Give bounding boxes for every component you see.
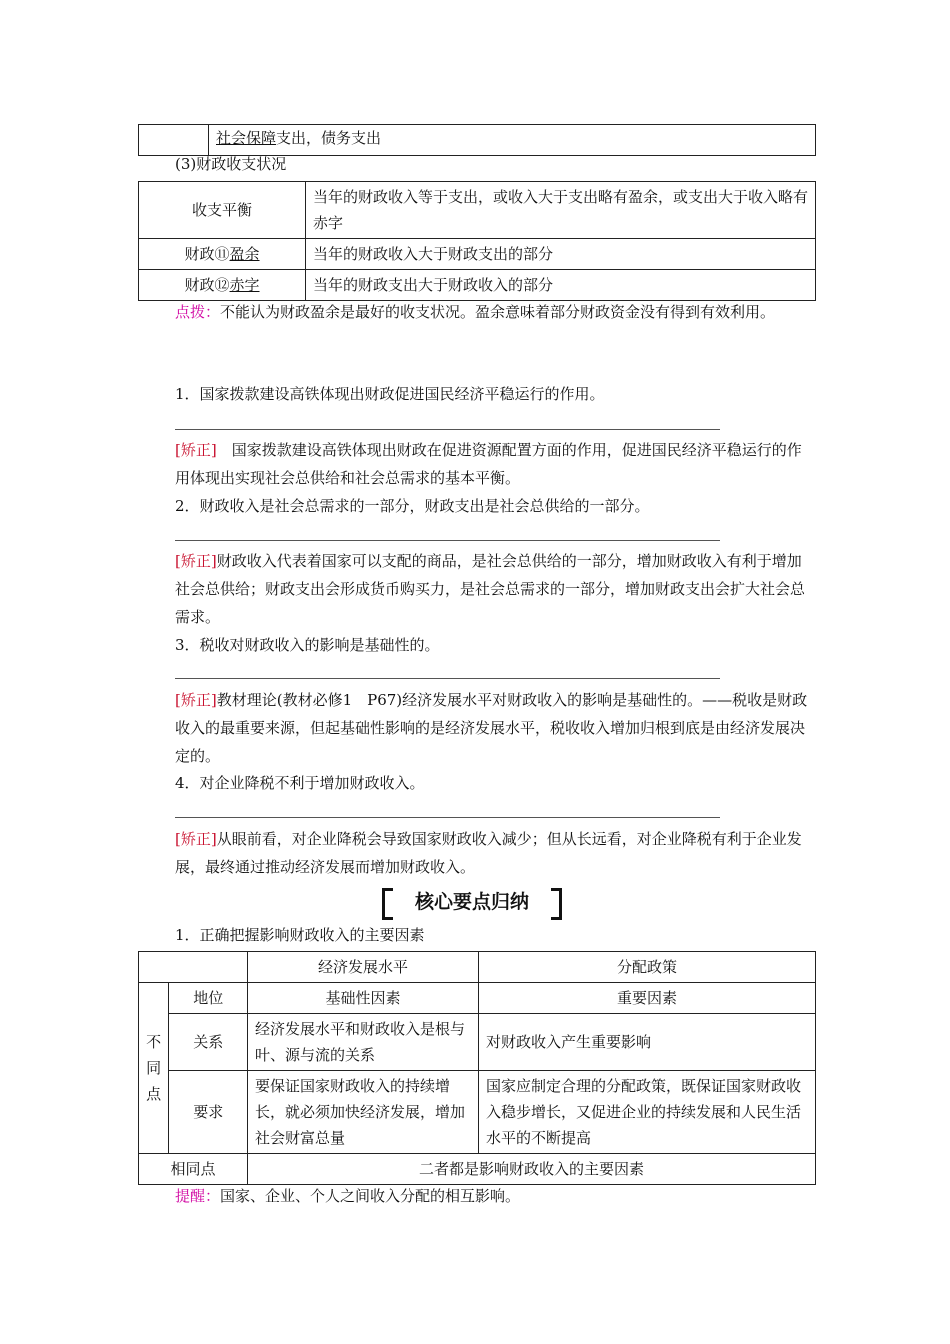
deficit-underlined: 赤字: [229, 276, 260, 294]
factor-table: [138, 951, 816, 1185]
col-economic: 经济发展水平: [248, 952, 479, 983]
requirement-distribution: 国家应制定合理的分配政策，既保证国家财政收入稳步增长，又促进企业的持续发展和人民生活水平的不断提高: [479, 1071, 816, 1154]
deficit-label: [139, 270, 306, 301]
group-label-cell: [139, 983, 169, 1154]
question-2: 2．财政收入是社会总需求的一部分，财政支出是社会总供给的一部分。: [175, 497, 650, 515]
correction-1: [138, 436, 816, 492]
social-security-cell: [209, 125, 816, 156]
surplus-underlined: 盈余: [229, 245, 260, 263]
row-label-relation: 关系: [169, 1014, 248, 1071]
factor-heading: 1．正确把握影响财政收入的主要因素: [175, 926, 425, 944]
balance-label: 收支平衡: [139, 182, 306, 239]
social-security-rest: 支出，债务支出: [276, 129, 382, 147]
right-bracket-icon: [551, 888, 562, 920]
correction-tag-2: [矫正]: [175, 552, 217, 570]
correction-4: [138, 825, 816, 881]
row-label-requirement: 要求: [169, 1071, 248, 1154]
answer-line-4: [175, 817, 720, 818]
row-label-status: 地位: [169, 983, 248, 1014]
left-bracket-icon: [382, 888, 393, 920]
deficit-prefix: 财政⑫: [184, 276, 230, 294]
reminder-text: 国家、企业、个人之间收入分配的相互影响。: [220, 1187, 521, 1205]
correction-2: [138, 547, 816, 631]
correction-text-4: 从眼前看，对企业降税会导致国家财政收入减少；但从长远看，对企业降税有利于企业发展，最终通过推动经济发展而增加财政收入。: [175, 830, 802, 876]
correction-tag-4: [矫正]: [175, 830, 217, 848]
deficit-desc: 当年的财政支出大于财政收入的部分: [306, 270, 816, 301]
reminder-label: 提醒：: [175, 1187, 221, 1205]
question-1: 1．国家拨款建设高铁体现出财政促进国民经济平稳运行的作用。: [175, 385, 605, 403]
surplus-desc: 当年的财政收入大于财政支出的部分: [306, 239, 816, 270]
surplus-label: [139, 239, 306, 270]
reminder: [175, 1183, 520, 1209]
answer-line-2: [175, 540, 720, 541]
factor-corner: [139, 952, 248, 983]
social-security-underlined: 社会保障: [216, 129, 277, 147]
correction-tag-3: [矫正]: [175, 691, 217, 709]
section3-heading: (3)财政收支状况: [175, 155, 287, 173]
question-4: 4．对企业降税不利于增加财政收入。: [175, 774, 425, 792]
tip-paragraph: [138, 298, 816, 326]
answer-line-3: [175, 678, 720, 679]
requirement-economic: 要保证国家财政收入的持续增长，就必须加快经济发展，增加社会财富总量: [248, 1071, 479, 1154]
col-distribution: 分配政策: [479, 952, 816, 983]
correction-text-2: 财政收入代表着国家可以支配的商品，是社会总供给的一部分，增加财政收入有利于增加社会总供给；财政支出会形成货币购买力，是社会总需求的一部分，增加财政支出会扩大社会总需求。: [175, 552, 806, 626]
section-banner: [382, 888, 562, 916]
answer-line-1: [175, 429, 720, 430]
relation-distribution: 对财政收入产生重要影响: [479, 1014, 816, 1071]
same-label: 相同点: [139, 1154, 248, 1185]
balance-desc: 当年的财政收入等于支出，或收入大于支出略有盈余，或支出大于收入略有赤字: [306, 182, 816, 239]
same-text: 二者都是影响财政收入的主要因素: [248, 1154, 816, 1185]
status-distribution: 重要因素: [479, 983, 816, 1014]
relation-economic: 经济发展水平和财政收入是根与叶、源与流的关系: [248, 1014, 479, 1071]
question-3: 3．税收对财政收入的影响是基础性的。: [175, 636, 440, 654]
tip-text: 不能认为财政盈余是最好的收支状况。盈余意味着部分财政资金没有得到有效利用。: [220, 303, 776, 321]
balance-table: [138, 181, 816, 301]
correction-text-3: 教材理论(教材必修1 P67)经济发展水平对财政收入的影响是基础性的。——税收是财政收入的最重要来源，但起基础性影响的是经济发展水平，税收收入增加归根到底是由经济发展决定的。: [175, 691, 808, 765]
group-label: 不同点: [146, 1033, 162, 1103]
correction-3: [138, 686, 816, 770]
correction-text-1: 国家拨款建设高铁体现出财政在促进资源配置方面的作用，促进国民经济平稳运行的作用体现出实现社会总供给和社会总需求的基本平衡。: [175, 441, 802, 487]
surplus-prefix: 财政⑪: [184, 245, 230, 263]
banner-title: 核心要点归纳: [414, 891, 529, 913]
status-economic: 基础性因素: [248, 983, 479, 1014]
correction-tag-1: [矫正]: [175, 441, 217, 459]
tip-label: 点拨：: [175, 303, 221, 321]
